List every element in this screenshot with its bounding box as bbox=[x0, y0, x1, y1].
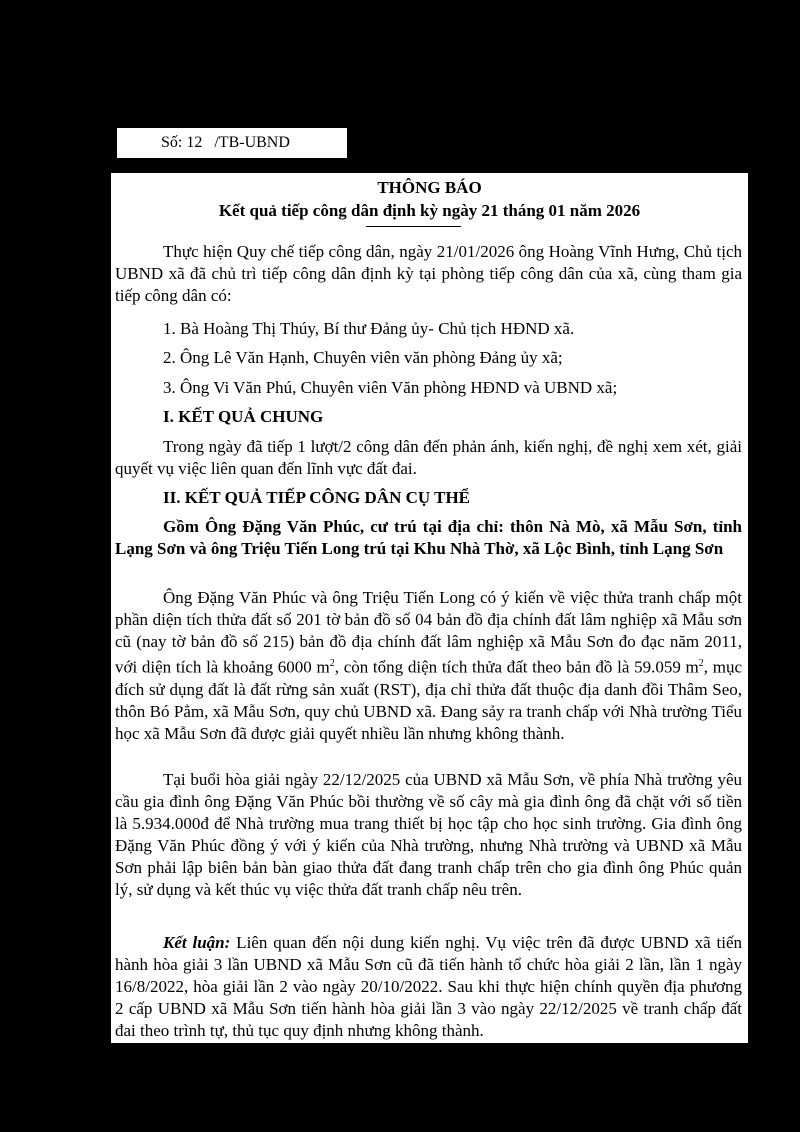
document-title: THÔNG BÁO bbox=[377, 178, 482, 197]
participant-item: 1. Bà Hoàng Thị Thúy, Bí thư Đảng ủy- Chủ tịch HĐND xã. bbox=[163, 319, 575, 338]
section-text: Trong ngày đã tiếp 1 lượt/2 công dân đến phản ánh, kiến nghị, đề nghị xem xét, giải quyết vụ việc liên quan đến lĩnh vực đất đai. bbox=[115, 437, 742, 478]
document-number: Số: 12 /TB-UBND bbox=[117, 128, 347, 158]
case-text: , còn tổng diện tích thửa đất theo bản đồ là 59.059 m bbox=[334, 657, 699, 677]
conclusion-text: Liên quan đến nội dung kiến nghị. Vụ việc trên đã được UBND xã tiến hành hòa giải 3 lần UBND xã Mẫu Sơn cũ đã tiến hành tổ chức hòa giải 2 lần, lần 1 ngày 16/8/2022, hòa giải lần 2 vào ngày 20/10/2022. Sau khi thực hiện chính quyền địa phương 2 cấp UBND xã Mẫu Sơn tiến hành hòa giải lần 3 vào ngày 22/12/2025 về tranh chấp đất đai theo trình tự, thủ tục quy định nhưng không thành. bbox=[115, 933, 742, 1040]
intro-paragraph: Thực hiện Quy chế tiếp công dân, ngày 21/01/2026 ông Hoàng Vĩnh Hưng, Chủ tịch UBND xã đã chủ trì tiếp công dân định kỳ tại phòng tiếp công dân của xã, cùng tham gia tiếp công dân có: bbox=[115, 242, 742, 305]
document-subtitle: Kết quả tiếp công dân định kỳ ngày 21 tháng 01 năm 2026 bbox=[218, 201, 641, 220]
conclusion-paragraph bbox=[115, 932, 742, 1042]
case-text: Ông Đặng Văn Phúc và ông Triệu Tiến Long có ý kiến về việc thửa tranh chấp một phần diện tích thửa đất số 201 tờ bản đồ số 04 bản đồ địa chính đất lâm nghiệp xã Mẫu sơn cũ (nay tờ bản đồ số 215) bản đồ địa chính đất lâm nghiệp xã Mẫu Sơn đo đạc năm 2011, với diện tích là khoảng 6000 m bbox=[115, 588, 742, 677]
superscript: 2 bbox=[698, 658, 704, 669]
case-text: , mục đích sử dụng đất là đất rừng sản xuất (RST), địa chỉ thửa đất thuộc địa danh đồi Thâm Seo, thôn Bó Pẳm, xã Mẫu Sơn, quy chủ UBND xã. Đang sảy ra tranh chấp với Nhà trường Tiểu học xã Mẫu Sơn đã được giải quyết nhiều lần nhưng không thành. bbox=[115, 657, 742, 743]
case-paragraph bbox=[115, 587, 742, 745]
scan-margin bbox=[68, 516, 111, 1043]
section-heading: I. KẾT QUẢ CHUNG bbox=[163, 407, 324, 426]
participant-item: 3. Ông Vi Văn Phú, Chuyên viên Văn phòng HĐND và UBND xã; bbox=[163, 378, 618, 397]
citizens-paragraph: Gồm Ông Đặng Văn Phúc, cư trú tại địa chỉ: thôn Nà Mò, xã Mẫu Sơn, tỉnh Lạng Sơn và ông Triệu Tiến Long trú tại Khu Nhà Thờ, xã Lộc Bình, tỉnh Lạng Sơn bbox=[115, 517, 742, 558]
superscript: 2 bbox=[329, 658, 335, 669]
conclusion-label: Kết luận: bbox=[163, 933, 231, 952]
mediation-paragraph: Tại buổi hòa giải ngày 22/12/2025 của UBND xã Mẫu Sơn, về phía Nhà trường yêu cầu gia đình ông Đặng Văn Phúc bồi thường về số cây mà gia đình ông đã chặt với số tiền là 5.934.000đ để Nhà trường mua trang thiết bị học tập cho học sinh trường. Gia đình ông Đặng Văn Phúc đồng ý với ý kiến của Nhà trường, nhưng Nhà trường và UBND xã Mẫu Sơn phải lập biên bản bàn giao thửa đất đang tranh chấp trên cho gia đình ông Phúc quản lý, sử dụng và kết thúc vụ việc thửa đất tranh chấp nêu trên. bbox=[115, 770, 742, 899]
participant-item: 2. Ông Lê Văn Hạnh, Chuyên viên văn phòng Đảng ủy xã; bbox=[163, 348, 563, 367]
section-heading: II. KẾT QUẢ TIẾP CÔNG DÂN CỤ THỂ bbox=[163, 488, 471, 507]
title-underline bbox=[366, 226, 461, 227]
